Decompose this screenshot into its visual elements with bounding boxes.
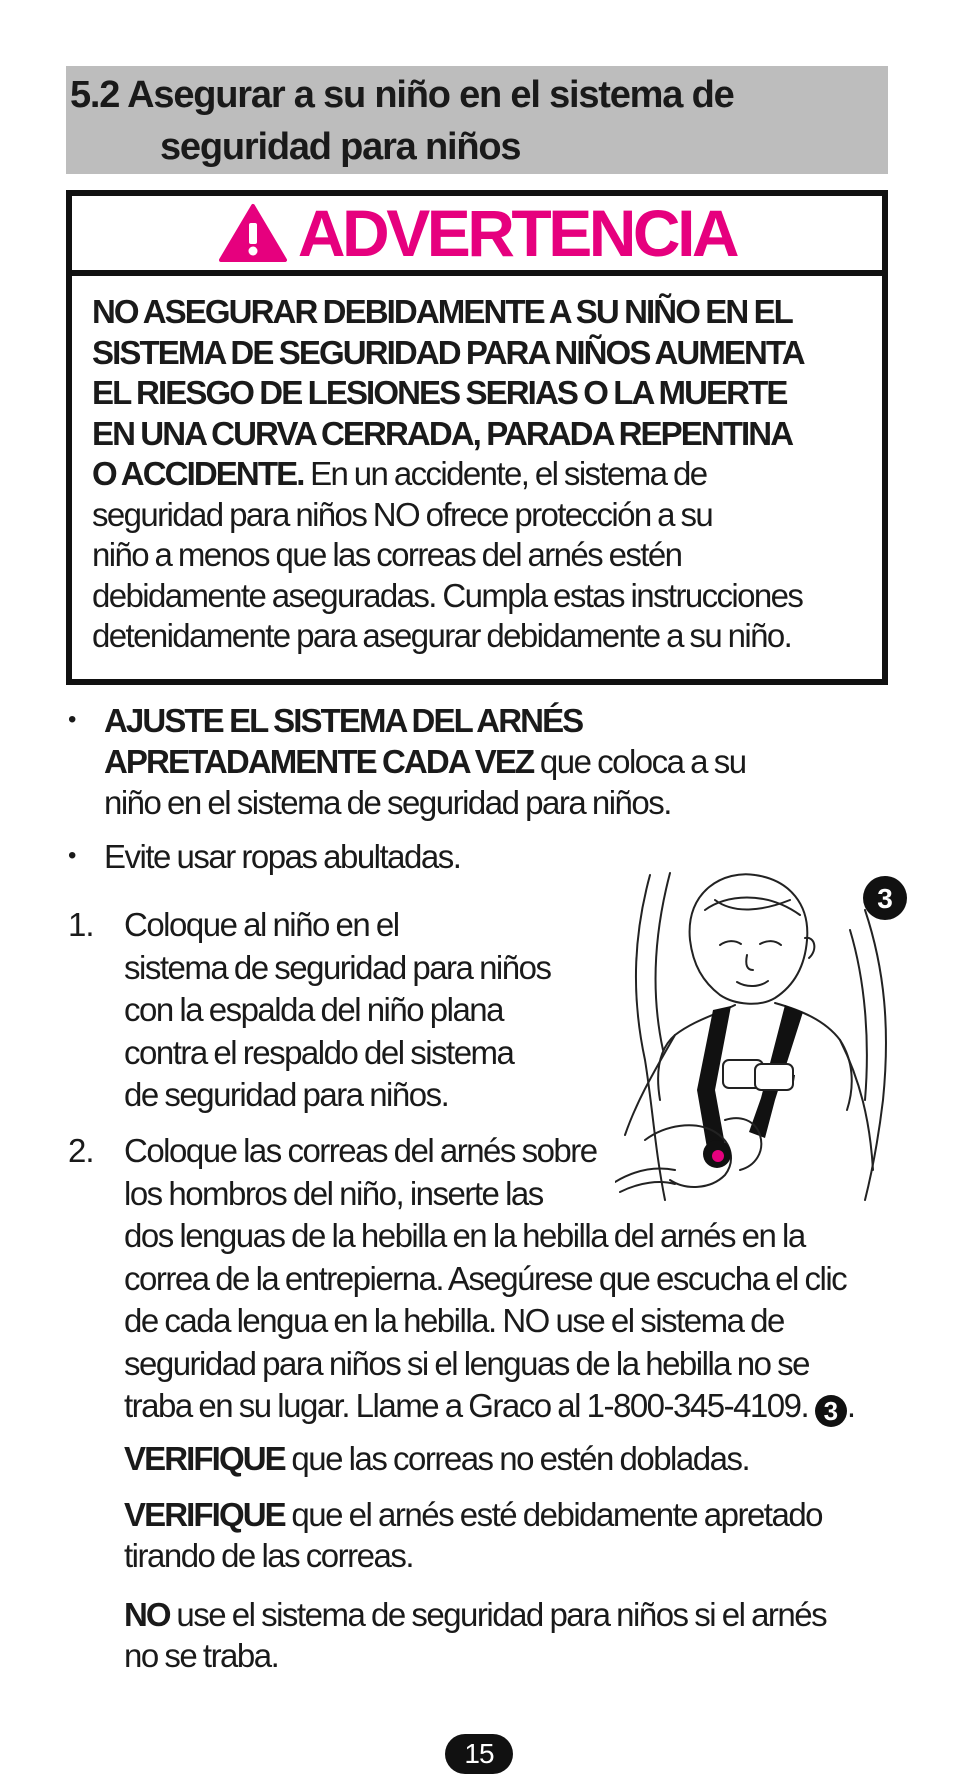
- step-line: con la espalda del niño plana: [124, 991, 504, 1028]
- bullet-harness: [104, 700, 746, 823]
- step-line: correa de la entrepierna. Asegúrese que escucha el clic: [124, 1259, 847, 1297]
- step-number: 2.: [68, 1132, 94, 1169]
- check-bold: NO: [124, 1596, 170, 1633]
- child-harness-illustration: [615, 870, 910, 1205]
- warning-title: ADVERTENCIA: [297, 196, 737, 270]
- warning-bold-line: NO ASEGURAR DEBIDAMENTE A SU NIÑO EN EL: [92, 293, 792, 330]
- warning-bold-line: O ACCIDENTE.: [92, 455, 304, 492]
- check-text: que el arnés esté debidamente apretado: [284, 1496, 823, 1533]
- warning-text-line: debidamente aseguradas. Cumpla estas instrucciones: [92, 576, 803, 614]
- warning-text-line: niño a menos que las correas del arnés estén: [92, 536, 682, 573]
- check-text: tirando de las correas.: [124, 1537, 414, 1574]
- section-title-line1: 5.2 Asegurar a su niño en el sistema de: [70, 74, 734, 116]
- bullet-clothing: Evite usar ropas abultadas.: [104, 838, 461, 875]
- step-line-end: .: [846, 1387, 855, 1424]
- bullet-dot: •: [68, 706, 77, 733]
- bullet-text: que coloca a su: [533, 743, 746, 780]
- bullet-dot: •: [68, 842, 77, 869]
- warning-text-line: seguridad para niños NO ofrece protección a su: [92, 495, 713, 533]
- step-line: de seguridad para niños.: [124, 1076, 449, 1113]
- check-no-lock: [124, 1594, 826, 1676]
- step-number: 1.: [68, 906, 94, 943]
- step-line: dos lenguas de la hebilla en la hebilla del arnés en la: [124, 1217, 805, 1254]
- step-line: Coloque las correas del arnés sobre: [124, 1132, 597, 1169]
- figure-label: 3: [877, 883, 893, 914]
- page-number: 15: [445, 1734, 513, 1774]
- check-text: use el sistema de seguridad para niños si el arnés: [169, 1596, 827, 1633]
- step-line: de cada lengua en la hebilla. NO use el sistema de: [124, 1302, 784, 1339]
- step-line: sistema de seguridad para niños: [124, 948, 551, 986]
- warning-text: En un accidente, el sistema de: [303, 455, 707, 492]
- bullet-text: niño en el sistema de seguridad para niños.: [104, 784, 671, 821]
- check-tight: [124, 1494, 822, 1576]
- check-bold: VERIFIQUE: [124, 1440, 285, 1477]
- check-bold: VERIFIQUE: [124, 1496, 285, 1533]
- step-line: traba en su lugar. Llame a Graco al 1-800-345-4109.: [124, 1387, 815, 1424]
- warning-bold-line: EN UNA CURVA CERRADA, PARADA REPENTINA: [92, 414, 793, 452]
- check-straps: [124, 1438, 749, 1479]
- warning-body: [92, 292, 872, 657]
- warning-title-bar: [72, 196, 882, 276]
- step-line: los hombros del niño, inserte las: [124, 1174, 543, 1212]
- warning-bold-line: EL RIESGO DE LESIONES SERIAS O LA MUERTE: [92, 374, 787, 411]
- step-line-with-ref: [124, 1385, 855, 1428]
- bullet-bold: AJUSTE EL SISTEMA DEL ARNÉS: [104, 702, 583, 739]
- figure-ref-badge: 3: [815, 1395, 847, 1427]
- check-text: que las correas no estén dobladas.: [284, 1440, 750, 1477]
- step-line: contra el respaldo del sistema: [124, 1033, 514, 1071]
- warning-text-line: detenidamente para asegurar debidamente a su niño.: [92, 617, 792, 654]
- warning-bold-line: SISTEMA DE SEGURIDAD PARA NIÑOS AUMENTA: [92, 333, 804, 371]
- step-1-text: [124, 904, 550, 1117]
- section-header: [66, 66, 888, 174]
- bullet-bold: APRETADAMENTE CADA VEZ: [104, 743, 534, 780]
- step-line: seguridad para niños si el lenguas de la hebilla no se: [124, 1344, 810, 1382]
- warning-triangle-icon: [218, 203, 288, 263]
- warning-mixed-line: [92, 454, 872, 495]
- check-text: no se traba.: [124, 1637, 279, 1674]
- section-title-line2: seguridad para niños: [160, 126, 521, 168]
- step-line: Coloque al niño en el: [124, 906, 399, 943]
- warning-box: [66, 190, 888, 685]
